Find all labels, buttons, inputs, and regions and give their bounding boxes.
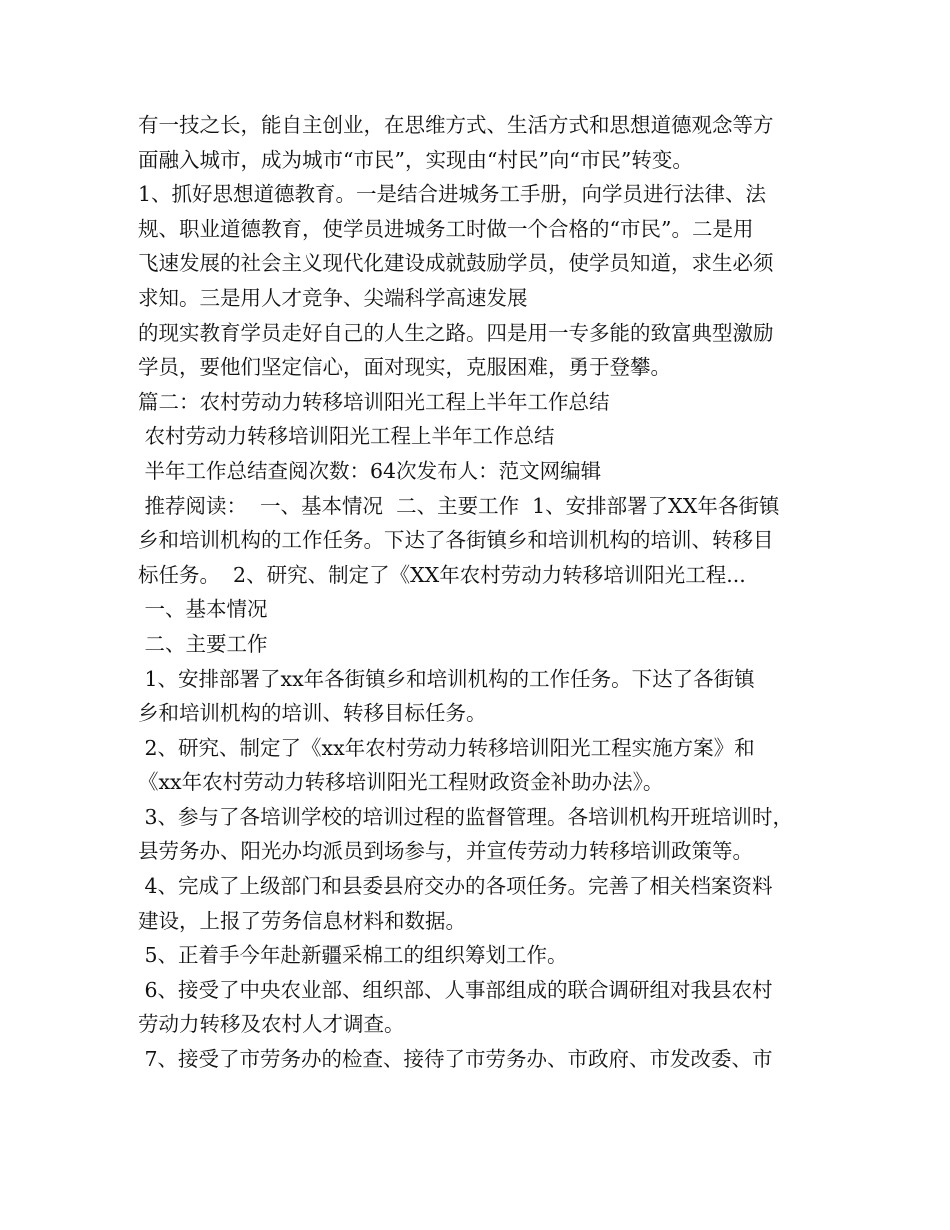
article-meta: 半年工作总结查阅次数：64次发布人：范文网编辑	[138, 458, 602, 483]
article-title: 农村劳动力转移培训阳光工程上半年工作总结	[138, 424, 555, 449]
text-line: 《xx年农村劳动力转移培训阳光工程财政资金补助办法》。	[138, 770, 664, 795]
text-line: 1、抓好思想道德教育。一是结合进城务工手册，向学员进行法律、法	[138, 182, 767, 207]
section-heading: 篇二：农村劳动力转移培训阳光工程上半年工作总结	[138, 389, 610, 414]
text-line: 乡和培训机构的工作任务。下达了各街镇乡和培训机构的培训、转移目	[138, 528, 774, 553]
text-line: 求知。三是用人才竞争、尖端科学高速发展	[138, 285, 528, 310]
list-item: 3、参与了各培训学校的培训过程的监督管理。各培训机构开班培训时，	[138, 804, 794, 829]
text-line: 标任务。 2、研究、制定了《XX年农村劳动力转移培训阳光工程...	[138, 562, 746, 587]
list-item: 5、正着手今年赴新疆采棉工的组织筹划工作。	[138, 943, 568, 968]
text-line: 县劳务办、阳光办均派员到场参与，并宣传劳动力转移培训政策等。	[138, 839, 753, 864]
text-line: 飞速发展的社会主义现代化建设成就鼓励学员，使学员知道，求生必须	[138, 251, 774, 276]
text-line: 学员，要他们坚定信心，面对现实，克服困难，勇于登攀。	[138, 355, 671, 380]
recommended-reading: 推荐阅读： 一、基本情况 二、主要工作 1、安排部署了XX年各街镇	[138, 493, 780, 518]
subheading-basic-situation: 一、基本情况	[138, 597, 268, 622]
text-line: 建设，上报了劳务信息材料和数据。	[138, 908, 466, 933]
text-line: 乡和培训机构的培训、转移目标任务。	[138, 701, 487, 726]
text-line: 的现实教育学员走好自己的人生之路。四是用一专多能的致富典型激励	[138, 320, 774, 345]
list-item: 2、研究、制定了《xx年农村劳动力转移培训阳光工程实施方案》和	[138, 735, 755, 760]
subheading-main-work: 二、主要工作	[138, 631, 268, 656]
text-line: 规、职业道德教育，使学员进城务工时做一个合格的“市民”。二是用	[138, 216, 754, 241]
list-item: 1、安排部署了xx年各街镇乡和培训机构的工作任务。下达了各街镇	[138, 666, 755, 691]
document-body	[138, 108, 828, 1077]
text-line: 有一技之长，能自主创业，在思维方式、生活方式和思想道德观念等方	[138, 113, 774, 137]
list-item: 7、接受了市劳务办的检查、接待了市劳务办、市政府、市发改委、市	[138, 1047, 773, 1072]
list-item: 6、接受了中央农业部、组织部、人事部组成的联合调研组对我县农村	[138, 977, 773, 1002]
text-line: 劳动力转移及农村人才调查。	[138, 1012, 405, 1037]
text-line: 面融入城市，成为城市“市民”，实现由“村民”向“市民”转变。	[138, 147, 693, 172]
list-item: 4、完成了上级部门和县委县府交办的各项任务。完善了相关档案资料	[138, 874, 773, 899]
